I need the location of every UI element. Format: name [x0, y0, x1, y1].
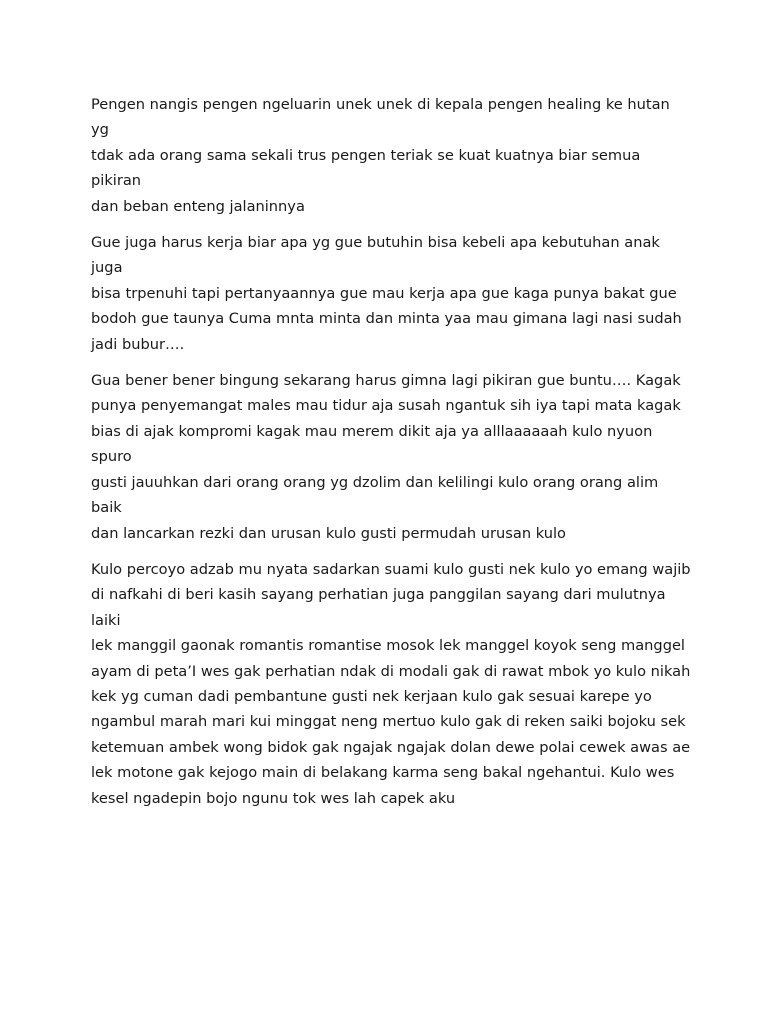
paragraph-4: Kulo percoyo adzab mu nyata sadarkan suami kulo gusti nek kulo yo emang wajib di nafkahi di beri kasih sayang perhatian juga panggilan sayang dari mulutnya laiki lek manggil gaonak romantis romantise mosok lek manggel koyok seng manggel ayam di peta’I wes gak perhatian ndak di modali gak di rawat mbok yo kulo nikah kek yg cuman dadi pembantune gusti nek kerjaan kulo gak sesuai karepe yo ngambul marah mari kui minggat neng mertuo kulo gak di reken saiki bojoku sek ketemuan ambek wong bidok gak ngajak ngajak dolan dewe polai cewek awas ae lek motone gak kejogo main di belakang karma seng bakal ngehantui. Kulo wes kesel ngadepin bojo ngunu tok wes lah capek aku	[91, 560, 691, 807]
paragraph-1: Pengen nangis pengen ngeluarin unek unek di kepala pengen healing ke hutan yg tdak ada orang sama sekali trus pengen teriak se kuat kuatnya biar semua pikiran dan beban enteng jalaninnya	[91, 96, 670, 215]
paragraph-2: Gue juga harus kerja biar apa yg gue butuhin bisa kebeli apa kebutuhan anak juga bisa trpenuhi tapi pertanyaannya gue mau kerja apa gue kaga punya bakat gue bodoh gue taunya Cuma mnta minta dan minta yaa mau gimana lagi nasi sudah jadi bubur….	[91, 234, 682, 353]
paragraph-3: Gua bener bener bingung sekarang harus gimna lagi pikiran gue buntu…. Kagak punya penyemangat males mau tidur aja susah ngantuk sih iya tapi mata kagak bias di ajak kompromi kagak mau merem dikit aja ya alllaaaaaah kulo nyuon spuro gusti jauuhkan dari orang orang yg dzolim dan kelilingi kulo orang orang alim baik dan lancarkan rezki dan urusan kulo gusti permudah urusan kulo	[91, 372, 681, 542]
document-body	[91, 92, 691, 822]
